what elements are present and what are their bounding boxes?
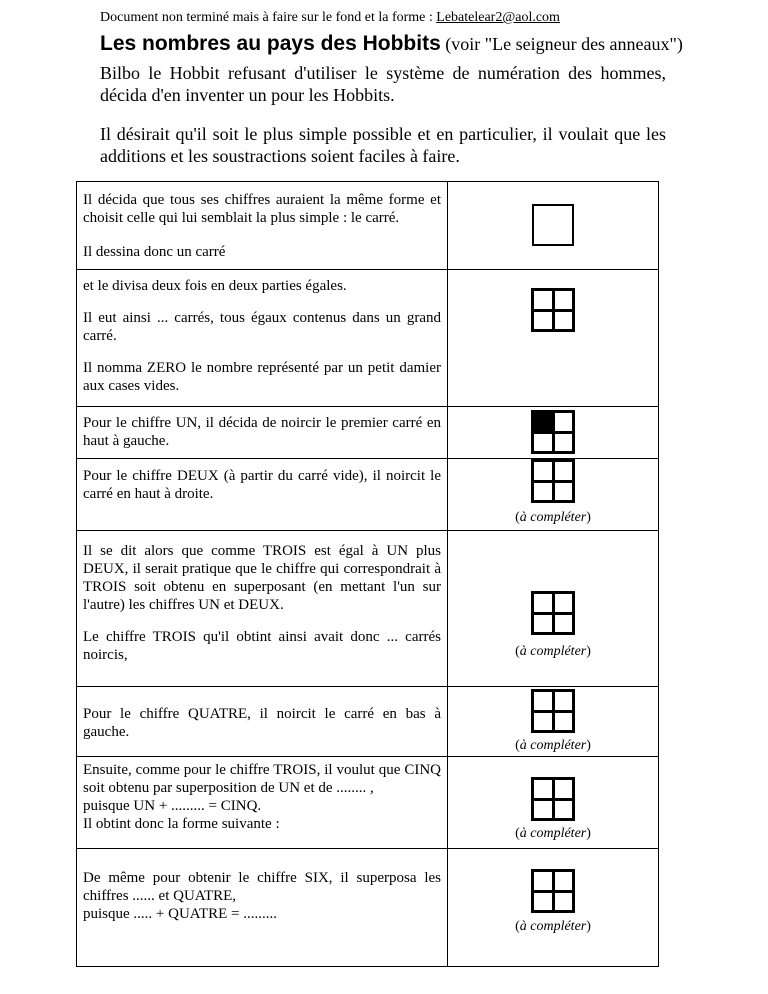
row-text <box>77 270 448 407</box>
digit-four-grid <box>531 689 575 733</box>
row-paragraph: Pour le chiffre UN, il décida de noircir le premier carré en haut à gauche. <box>83 415 441 449</box>
row-four <box>77 687 659 757</box>
row-text <box>77 407 448 459</box>
row-text <box>77 849 448 967</box>
row-text <box>77 459 448 531</box>
complete-label: à compléter <box>519 510 587 525</box>
row-text <box>77 182 448 270</box>
complete-label: à compléter <box>519 826 587 841</box>
title-main: Les nombres au pays des Hobbits <box>100 32 441 55</box>
row-paragraph: et le divisa deux fois en deux parties égales. <box>83 278 347 294</box>
row-zero <box>77 270 659 407</box>
complete-note: (à compléter) <box>515 826 591 841</box>
complete-note: (à compléter) <box>515 738 591 753</box>
digit-six-grid <box>531 869 575 913</box>
row-text <box>77 757 448 849</box>
digit-two-grid <box>531 459 575 503</box>
row-paragraph: Pour le chiffre QUATRE, il noircit le carré en bas à gauche. <box>83 706 441 740</box>
empty-square <box>532 204 574 246</box>
title-sub: (voir "Le seigneur des anneaux") <box>440 34 683 54</box>
row-paragraph: Il nomma ZERO le nombre représenté par un petit damier aux cases vides. <box>83 360 441 394</box>
digit-five-grid <box>531 777 575 821</box>
row-text <box>77 531 448 687</box>
row-paragraph: puisque ..... + QUATRE = ......... <box>83 906 277 922</box>
figure-cell <box>448 459 659 531</box>
page-title <box>100 32 683 56</box>
row-paragraph: De même pour obtenir le chiffre SIX, il superposa les chiffres ...... et QUATRE, <box>83 870 441 904</box>
row-paragraph: Il se dit alors que comme TROIS est égal à UN plus DEUX, il serait pratique que le chiffre qui correspondrait à TROIS soit obtenu en superposant (en mettant l'un sur l'autre) les chiffres UN et DEUX. <box>83 543 441 613</box>
complete-note: (à compléter) <box>515 919 591 934</box>
row-paragraph: Il obtint donc la forme suivante : <box>83 816 280 832</box>
header-note-text: Document non terminé mais à faire sur le fond et la forme : <box>100 10 437 25</box>
complete-note: (à compléter) <box>515 644 591 659</box>
row-paragraph: Il eut ainsi ... carrés, tous égaux contenus dans un grand carré. <box>83 310 441 344</box>
complete-label: à compléter <box>519 738 587 753</box>
figure-cell <box>448 407 659 459</box>
intro-paragraph-2: Il désirait qu'il soit le plus simple possible et en particulier, il voulait que les additions et les soustractions soient faciles à faire. <box>100 124 666 166</box>
row-two <box>77 459 659 531</box>
digit-three-grid <box>531 591 575 635</box>
row-paragraph: Pour le chiffre DEUX (à partir du carré vide), il noircit le carré en haut à droite. <box>83 468 441 502</box>
figure-cell <box>448 182 659 270</box>
intro-paragraph-1: Bilbo le Hobbit refusant d'utiliser le système de numération des hommes, décida d'en inventer un pour les Hobbits. <box>100 63 666 105</box>
header-note <box>100 10 560 26</box>
row-paragraph: puisque UN + ......... = CINQ. <box>83 798 262 814</box>
row-paragraph: Le chiffre TROIS qu'il obtint ainsi avait donc ... carrés noircis, <box>83 629 441 663</box>
row-square <box>77 182 659 270</box>
digit-one-grid <box>531 410 575 454</box>
row-text <box>77 687 448 757</box>
row-one <box>77 407 659 459</box>
figure-cell <box>448 531 659 687</box>
row-five <box>77 757 659 849</box>
figure-cell <box>448 757 659 849</box>
complete-label: à compléter <box>519 919 587 934</box>
lesson-table <box>76 181 659 967</box>
row-paragraph: Il dessina donc un carré <box>83 244 226 260</box>
row-paragraph: Ensuite, comme pour le chiffre TROIS, il voulut que CINQ soit obtenu par superposition de UN et de ........ , <box>83 762 441 796</box>
row-paragraph: Il décida que tous ses chiffres auraient la même forme et choisit celle qui lui semblait la plus simple : le carré. <box>83 192 441 226</box>
complete-note: (à compléter) <box>515 510 591 525</box>
digit-zero-grid <box>531 288 575 332</box>
email-link[interactable]: Lebatelear2@aol.com <box>436 10 560 25</box>
figure-cell <box>448 849 659 967</box>
complete-label: à compléter <box>519 644 587 659</box>
row-three <box>77 531 659 687</box>
figure-cell <box>448 270 659 407</box>
row-six <box>77 849 659 967</box>
figure-cell <box>448 687 659 757</box>
